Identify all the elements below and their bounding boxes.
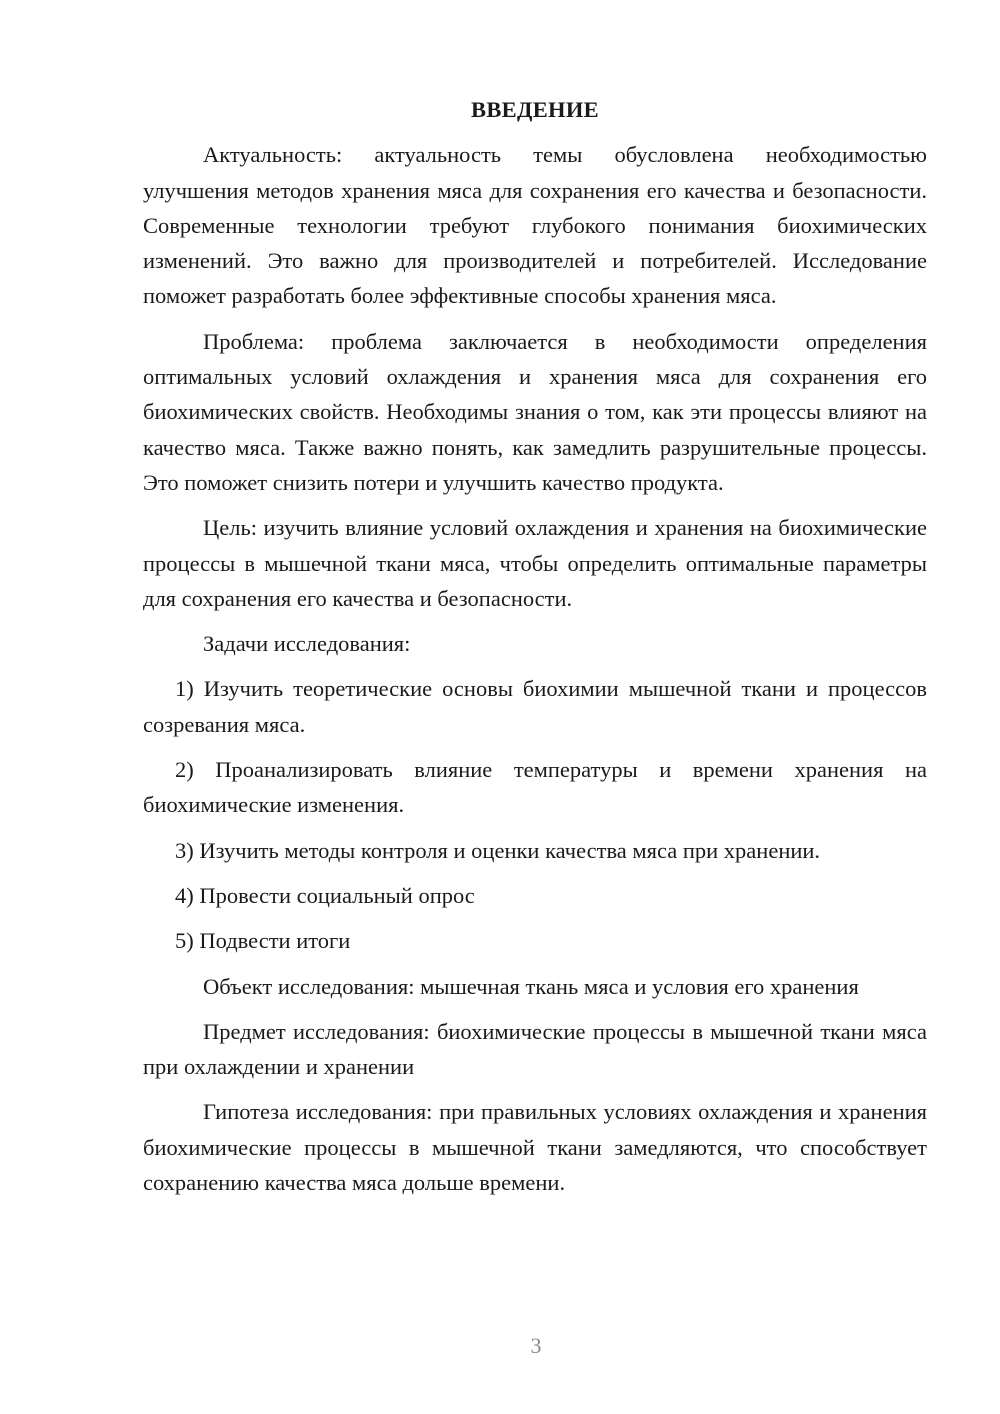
page-title: ВВЕДЕНИЕ bbox=[471, 97, 599, 122]
relevance-paragraph: Актуальность: актуальность темы обусловлена необходимостью улучшения методов хранения мяса для сохранения его качества и безопасности. Современные технологии требуют глубокого понимания биохимических изменений. Это важно для производителей и потребителей. Исследование поможет разработать более эффективные способы хранения мяса. bbox=[143, 142, 927, 309]
page-number: 3 bbox=[530, 1333, 542, 1358]
task-item-4: 4) Провести социальный опрос bbox=[175, 882, 475, 908]
goal-paragraph: Цель: изучить влияние условий охлаждения и хранения на биохимические процессы в мышечной ткани мяса, чтобы определить оптимальные параметры для сохранения его качества и безопасности. bbox=[143, 515, 927, 611]
task-item-2: 2) Проанализировать влияние температуры и времени хранения на биохимические изменения. bbox=[143, 757, 927, 818]
hypothesis-paragraph: Гипотеза исследования: при правильных условиях охлаждения и хранения биохимические процессы в мышечной ткани замедляются, что способствует сохранению качества мяса дольше времени. bbox=[143, 1099, 927, 1196]
subject-paragraph: Предмет исследования: биохимические процессы в мышечной ткани мяса при охлаждении и хранении bbox=[143, 1018, 927, 1080]
task-item-5: 5) Подвести итоги bbox=[175, 928, 351, 954]
document-page bbox=[143, 92, 927, 1210]
task-item-1: 1) Изучить теоретические основы биохимии мышечной ткани и процессов созревания мяса. bbox=[143, 676, 927, 737]
problem-paragraph: Проблема: проблема заключается в необходимости определения оптимальных условий охлаждения и хранения мяса для сохранения его биохимических свойств. Необходимы знания о том, как эти процессы влияют на качество мяса. Также важно понять, как замедлить разрушительные процессы. Это поможет снизить потери и улучшить качество продукта. bbox=[143, 328, 927, 495]
tasks-heading: Задачи исследования: bbox=[203, 631, 411, 657]
object-paragraph: Объект исследования: мышечная ткань мяса и условия его хранения bbox=[203, 973, 859, 999]
task-item-3: 3) Изучить методы контроля и оценки качества мяса при хранении. bbox=[175, 837, 821, 863]
